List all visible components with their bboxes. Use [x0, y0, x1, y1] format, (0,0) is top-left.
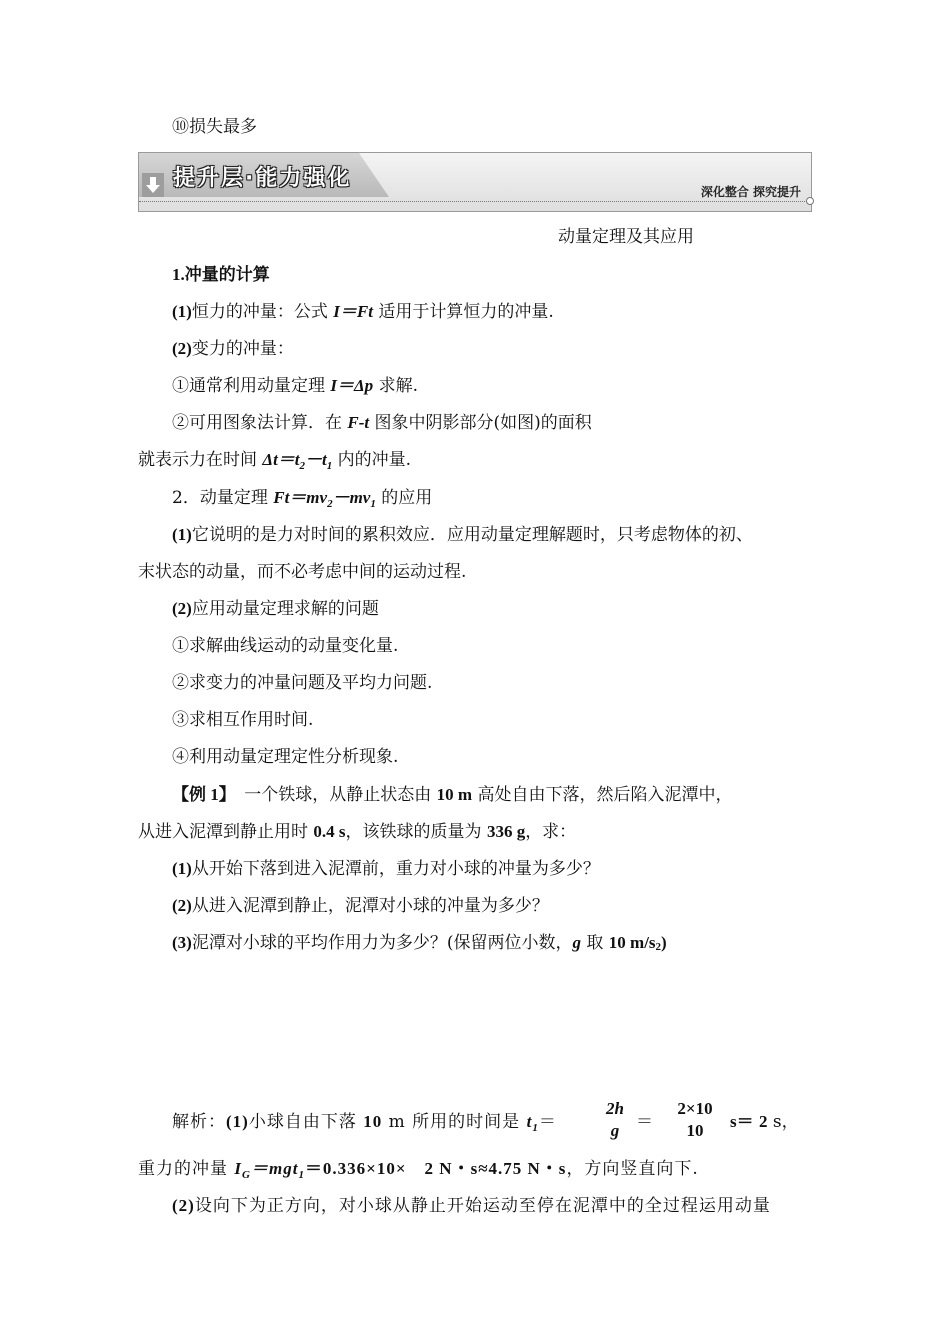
- solution-line-1: 解析：(1)小球自由下落 10 m 所用的时间是 $t_1=$: [172, 1112, 557, 1134]
- paragraph-2-1-cont: 末状态的动量，而不必考虑中间的运动过程.: [138, 562, 467, 582]
- example-1-cont: 从进入泥潭到静止用时 0.4 s，该铁球的质量为 336 g，求：: [138, 822, 577, 842]
- heading-1: 1.冲量的计算: [172, 265, 270, 284]
- section-title: 动量定理及其应用: [558, 227, 694, 247]
- section-banner: [138, 152, 812, 212]
- list-item: ④利用动量定理定性分析现象.: [172, 747, 399, 767]
- banner-title: 提升层·能力强化: [173, 166, 352, 191]
- question-3: (3)泥潭对小球的平均作用力为多少？(保留两位小数，g 取 10 $m/s_2$): [172, 933, 667, 953]
- paragraph-2-2: (2)应用动量定理求解的问题: [172, 599, 379, 619]
- fraction-2x10-10: 2×10 10: [677, 1099, 713, 1140]
- question-2: (2)从进入泥潭到静止，泥潭对小球的冲量为多少？: [172, 896, 549, 916]
- banner-subtitle: 深化整合 探究提升: [700, 185, 801, 199]
- list-item: ②求变力的冲量问题及平均力问题.: [172, 673, 433, 693]
- question-1: (1)从开始下落到进入泥潭前，重力对小球的冲量为多少？: [172, 859, 600, 879]
- solution-line-2: 重力的冲量 $I_G=mgt_1=0.336\times 10\times$ 2 N・s≈4.75 N・s，方向竖直向下.: [138, 1159, 699, 1181]
- list-item: ③求相互作用时间.: [172, 710, 314, 730]
- example-1: 【例 1】 一个铁球，从静止状态由 10 m 高处自由下落，然后陷入泥潭中，: [172, 785, 733, 805]
- paragraph-1-3: ①通常利用动量定理 I＝Δp 求解.: [172, 376, 418, 396]
- paragraph-1-1: (1)恒力的冲量：公式 I＝Ft 适用于计算恒力的冲量.: [172, 302, 554, 322]
- paragraph-1-2: (2)变力的冲量：: [172, 339, 294, 359]
- paragraph-1-4: ②可用图象法计算．在 F-t 图象中阴影部分(如图)的面积: [172, 413, 592, 433]
- banner-dot: [806, 197, 814, 205]
- banner-divider: [139, 201, 811, 202]
- paragraph-2-1: (1)它说明的是力对时间的累积效应．应用动量定理解题时，只考虑物体的初、: [172, 525, 753, 545]
- equals-sign: ＝: [636, 1112, 653, 1132]
- heading-2: 2．动量定理 $Ft=mv_2-mv_1$ 的应用: [172, 488, 433, 510]
- arrow-down-icon: [142, 173, 164, 197]
- list-item: ①求解曲线运动的动量变化量.: [172, 636, 399, 656]
- list-item-10: ⑩损失最多: [172, 117, 257, 137]
- fraction-2h-g: 2h g: [606, 1099, 624, 1140]
- paragraph-1-5: 就表示力在时间 $\Delta t=t_2-t_1$ 内的冲量.: [138, 450, 412, 472]
- solution-line-1-end: s＝ 2 s，: [730, 1112, 799, 1132]
- solution-line-3: (2)设向下为正方向，对小球从静止开始运动至停在泥潭中的全过程运用动量: [172, 1196, 771, 1216]
